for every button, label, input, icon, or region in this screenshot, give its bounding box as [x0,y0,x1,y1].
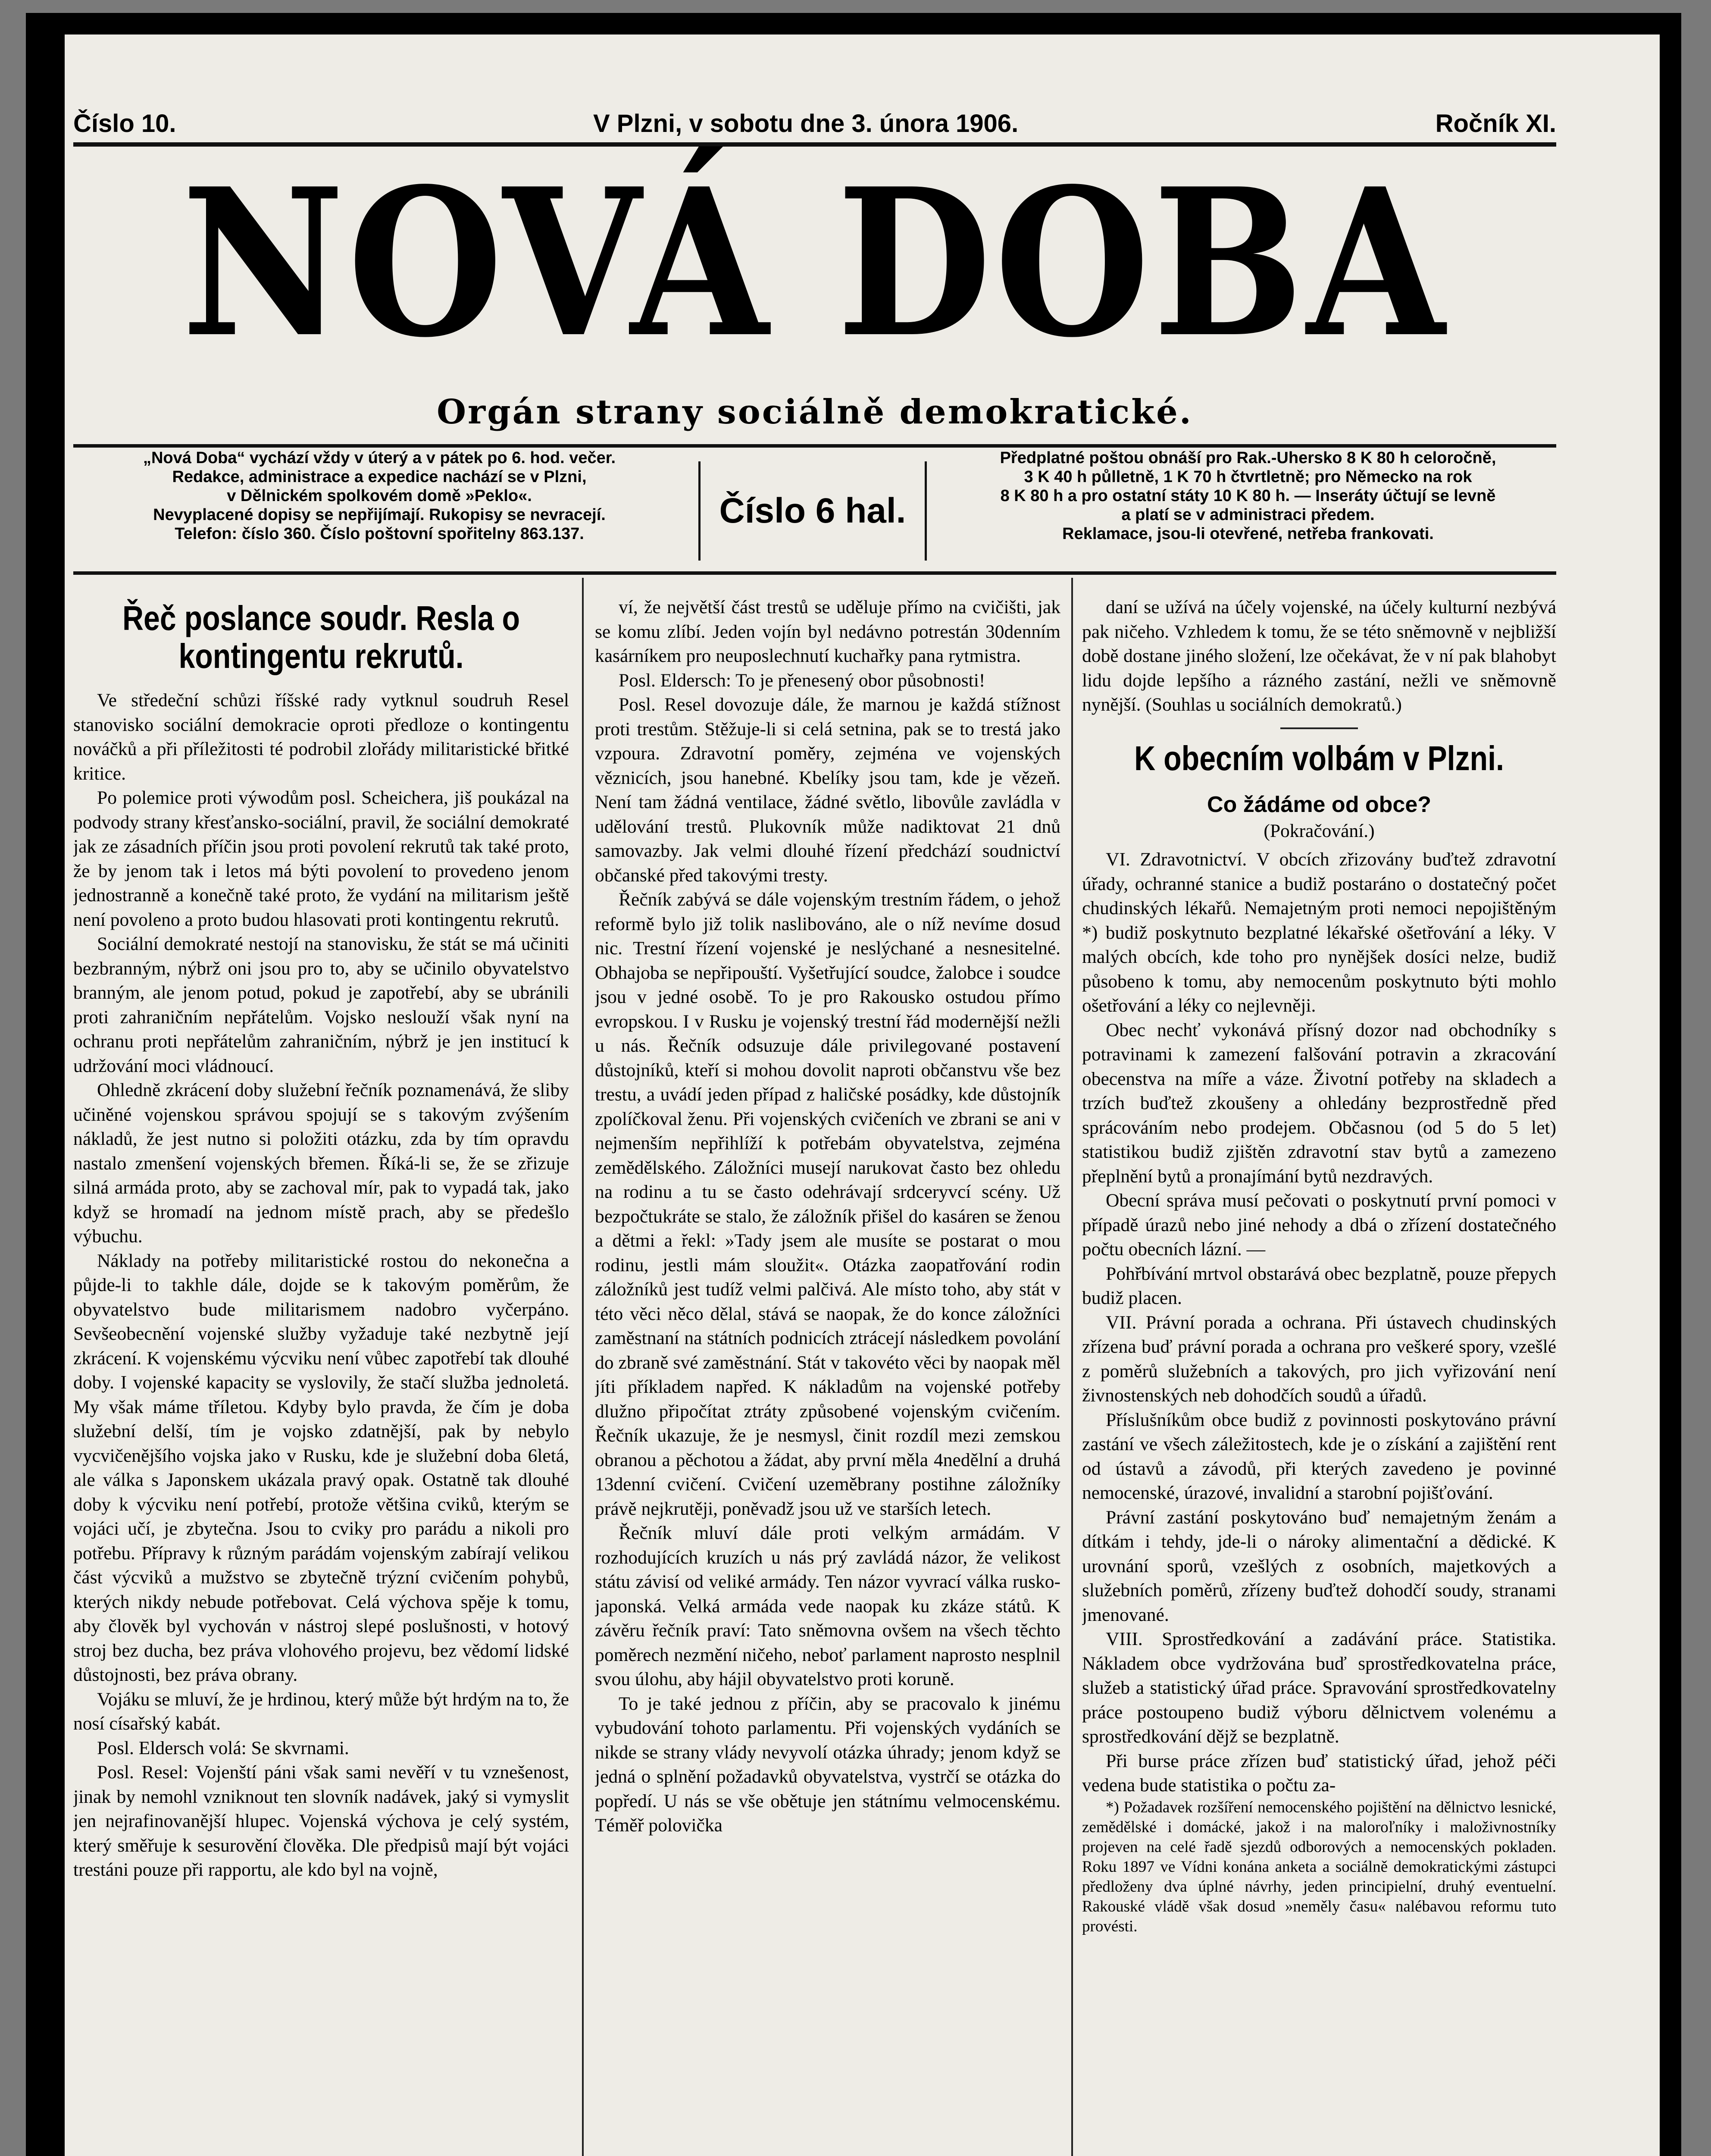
article-subheadline: Co žádáme od obce? [1207,792,1432,817]
article-headline: K obecním volbám v Plzni. [1134,739,1504,777]
info-line: 3 K 40 h půlletně, 1 K 70 h čtvrtletně; pro Německo na rok [1024,468,1472,486]
subscription-info [940,448,1556,565]
article-paragraph: Ohledně zkrácení doby služební řečník poznamenává, že sliby učiněné vojenskou správou spojují se s takovým zvýšením nákladů, že jest nutno si položiti otázku, zda by tím opravdu nastalo zmenšení vojenských břemen. Říká-li se, že se zřizuje silná armáda proto, aby se zachoval mír, pak to vypadá tak, jako když se hromadí na jednom místě prach, aby se předešlo výbuchu. [73,1080,569,1247]
article-paragraph: Ve středeční schůzi říšské rady vytknul soudruh Resel stanovisko sociální demokracie oproti předloze o kontingentu nováčků a při příležitosti té podrobil zlořády militaristické břitké kritice. [73,690,569,784]
article-paragraph: To je také jednou z příčin, aby se pracovalo k jinému vybudování tohoto parlamentu. Při vojenských vydáních se nikde se strany vlády nevyvolí otázka úhrady; jenom když se jedná o splnění požadavků obyvatelstva, vystrčí se otázka do popředí. U nás se vše obětuje jen státnímu velmocenskému. Téměř polovička [595,1693,1060,1836]
column-divider [1071,578,1073,2156]
column-1 [73,595,569,2156]
article-paragraph: Příslušníkům obce budiž z povinnosti poskytováno právní zastání ve všech záležitostech, kde je o získání a zajištění rent od ústavů a závodů, při kterých zavedeno je povinné nemocenské, úrazové, invalidní a starobní pojišťování. [1082,1409,1556,1503]
column-divider [582,578,584,2156]
publication-info [73,448,685,565]
article-paragraph: VI. Zdravotnictví. V obcích zřizovány buďtež zdravotní úřady, ochranné stanice a budiž postaráno o dostatečný počet chudinských lékařů. Nemajetným proti nemoci nepojištěným *) budiž poskytnuto bezplatné lékařské ošetřování a léky. V malých obcích, kde toho pro nynějšek dosíci nelze, budiž působeno k tomu, aby nemocenům poskytnuto býti mohlo ošetřování a léky co nejlevněji. [1082,849,1556,1016]
info-line: „Nová Doba“ vychází vždy v úterý a v pátek po 6. hod. večer. [143,449,616,467]
info-line: Telefon: číslo 360. Číslo poštovní spořitelny 863.137. [175,525,584,543]
article-paragraph: Posl. Eldersch volá: Se skvrnami. [97,1737,349,1758]
article-paragraph: Při burse práce zřízen buď statistický úřad, jehož péči vedena bude statistika o počtu za- [1082,1750,1556,1796]
article-paragraph: Pohřbívání mrtvol obstarává obec bezplatně, pouze přepych budiž placen. [1082,1263,1556,1308]
article-paragraph: Obec nechť vykonává přísný dozor nad obchodníky s potravinami k zamezení falšování potravin a zkracování obecenstva na míře a váze. Životní potřeby na skladech a trzích buďtež zkoušeny a ohledány bezprostředně před sprácováním nebo prodejem. Občasnou (od 5 do 5 let) statistikou budiž zjištěn zdravotní stav bytů a zamezeno přeplnění bytů a pronajímání bytů nezdravých. [1082,1019,1556,1187]
article-paragraph: Náklady na potřeby militaristické rostou do nekonečna a půjde-li to takhle dále, dojde se k takovým poměrům, že obyvatelstvo bude militarismem nadobro vyčerpáno. Sevšeobecnění vojenské služby vyžaduje také nezbytně její zkrácení. K vojenskému výcviku není vůbec zapotřebí tak dlouhé doby. I vojenské kapacity se vyslovily, že stačí služba jednoletá. My však máme tříletou. Kdyby bylo pravda, že čím je doba služební delší, tím je vojsko zdatnější, pak by nebylo vycvičenějšího vojska jako v Rusku, kde je služební doba 6letá, ale válka s Japonskem ukázala pravý opak. Ostatně tak dlouhé doby k výcviku není potřebí, protože většina cviků, kterým se vojáci učí, je zbytečna. Jsou to cviky pro parádu a nikoli pro potřebu. Přípravy k různým parádám vojenským zabírají velikou část výcviků a mužstvo se zbytečně trýzní cvičením pohybů, kterých nikdy nebude potřebovat. Celá výchova spěje k tomu, aby člověk byl vychován v nástroj slepé poslušnosti, v hotový stroj bez ducha, bez práva vlohového projevu, bez vědomí lidské důstojnosti, bez práva obrany. [73,1250,569,1685]
masthead-top-line [73,108,1556,147]
issue-price: Číslo 6 hal. [698,461,927,561]
dateline: V Plzni, v sobotu dne 3. února 1906. [593,110,1019,138]
info-line: Redakce, administrace a expedice nachází se v Plzni, [172,468,587,486]
info-line: a platí se v administraci předem. [1121,506,1375,524]
article-paragraph: Posl. Resel: Vojenští páni však sami nevěří v tu vznešenost, jinak by nemohl vzniknout ten slovník nadávek, jaký si vymyslit jen nejrafinovanější hlupec. Vojenská výchova je celý systém, který směřuje k sesurovění člověka. Dle předpisů mají být vojáci trestáni pouze při rapportu, ale kdo byl na vojně, [73,1762,569,1880]
info-line: Předplatné poštou obnáší pro Rak.-Uhersko 8 K 80 h celoročně, [1000,449,1496,467]
article-separator [1280,727,1358,729]
info-line: 8 K 80 h a pro ostatní státy 10 K 80 h. — Inseráty účtují se levně [1000,487,1496,505]
article-paragraph: Posl. Resel dovozuje dále, že marnou je každá stížnost proti trestům. Stěžuje-li si celá setnina, pak se to trestá jako vzpoura. Zdravotní poměry, zejména ve vojenských věznicích, jsou hanebné. Kbelíky jsou tam, kde je vězeň. Není tam žádná ventilace, žádné světlo, libovůle zavládla v udělování trestů. Plukovník může nadiktovat 21 dnů samovazby. Jak velmi dlouhé řízení předchází soudnictví občanské před takovými tresty. [595,694,1060,886]
article-paragraph: Řečník zabývá se dále vojenským trestním řádem, o jehož reformě bylo již tolik naslibováno, ale o níž nevíme dosud nic. Trestní řízení vojenské je neslýchané a nesnesitelné. Obhajoba se nepřipouští. Vyšetřující soudce, žalobce i soudce jsou v jedné osobě. To je pro Rakousko ostudou přímo evropskou. I v Rusku je vojenský trestní řád modernější nežli u nás. Řečník odsuzuje dále privilegované postavení důstojníků, kteří si mohou dovolit naproti občanstvu vše bez trestu, a uvádí jeden případ z haličské posádky, kde důstojník zpolíčkoval ženu. Při vojenských cvičeních ve zbrani se ani v nejmenším nepřihlíží k potřebám obyvatelstva, zejména zemědělského. Záložníci musejí narukovat často bez ohledu na rodinu a tu se často odehrávají srdceryvcí scény. Už bezpočtukráte se stalo, že záložník přišel do kasáren se ženou a dětmi a řekl: »Tady jsem ale musíte se postarat o mou rodinu, jestli mám sloužit«. Otázka zaopatřování rodin záložníků jest tudíž velmi palčivá. Ale místo toho, aby stát v této věci něco dělal, stává se naopak, že do konce záložníci zaměstnaní na státních podnicích ztrácejí následkem povolání do zbraně své zaměstnání. Stát v takovéto věci by naopak měl jíti příkladem napřed. K nákladům na vojenské potřeby dlužno připočítat ztráty způsobené vojenským cvičením. Řečník ukazuje, že je nesmysl, činit rozdíl mezi zemskou obranou a pěchotou a žádat, aby první měla 4nedělní a druhá 13denní cvičení. Cvičení uzeměbrany postihne záložníky právě nejkrutěji, poněvadž jsou už ve starších letech. [595,889,1060,1519]
newspaper-subtitle: Orgán strany sociálně demokratické. [437,392,1193,432]
info-line: Nevyplacené dopisy se nepřijímají. Rukopisy se nevracejí. [153,506,606,524]
header-rule-bottom [73,571,1556,575]
header-rule-top [73,444,1556,448]
info-line: v Dělnickém spolkovém domě »Peklo«. [227,487,532,505]
volume-number: Ročník XI. [1435,110,1556,138]
article-paragraph: VIII. Sprostředkování a zadávání práce. Statistika. Nákladem obce vydržována buď sprostředkovatelna práce, služeb a statistický úřad práce. Spravování sprostředkovatelny práce postoupeno budiž výboru dělnictvem volenému a sprostředkování dějž se bezplatně. [1082,1629,1556,1747]
issue-number: Číslo 10. [73,110,176,138]
footnote: *) Požadavek rozšíření nemocenského pojištění na dělnictvo lesnické, zemědělské i domácké, jakož i na maloroľníky i maloživnostníky projeven na celé řadě sjezdů odborových a nemocenských pokladen. Roku 1897 ve Vídni konána anketa a sociálně demokratickými zástupci předloženy dva úplné návrhy, jeden principielní, druhý eventuelní. Rakouské vládě však dosud »neměly času« nalébavou reformu tuto provésti. [1082,1798,1556,1935]
info-line: Reklamace, jsou-li otevřené, netřeba frankovati. [1062,525,1434,543]
article-paragraph: Řečník mluví dále proti velkým armádám. V rozhodujících kruzích u nás prý zavládá názor, že velikost státu závisí od veliké armády. Ten názor vyvrací válka rusko-japonská. Velká armáda vede naopak ku zkáze států. K závěru řečník praví: Tato sněmovna ovšem na všech těchto poměrech nezmění ničeho, neboť parlament naprosto nesplnil svou úlohu, aby hájil obyvatelstvo proti koruně. [595,1523,1060,1689]
article-paragraph: Po polemice proti výwodům posl. Scheichera, jiš poukázal na podvody strany křesťansko-sociální, pravil, že sociální demokraté jak ze zásadních příčin jsou proti povolení rekrutů tak také proto, že by jenom tak i letos má býti povolení to provedeno jenom jednostranně a konečně také proto, že vydání na militarism ještě není povoleno a proto budou hlasovati proti kontingentu rekrutů. [73,787,569,930]
column-2 [595,595,1060,2156]
article-paragraph: Obecní správa musí pečovati o poskytnutí první pomoci v případě úrazů nebo jiné nehody a dbá o zřízení dostatečného počtu obecních lázní. — [1082,1190,1556,1260]
article-paragraph: Vojáku se mluví, že je hrdinou, který může být hrdým na to, že nosí císařský kabát. [73,1689,569,1734]
article-paragraph: Právní zastání poskytováno buď nemajetným ženám a dítkám i tehdy, jde-li o nároky alimentační a dědické. K urovnání sporů, vzešlých z osobních, majetkových a služebních poměrů, zřízeny buďtež dohodčí soudy, stranami jmenované. [1082,1507,1556,1625]
column-3 [1082,595,1556,2156]
newspaper-title: NOVÁ DOBA [181,144,1448,382]
article-paragraph: daní se užívá na účely vojenské, na účely kulturní nezbývá pak ničeho. Vzhledem k tomu, že se této sněmovně v nejbližší době dostane jiného složení, lze očekávat, že v ní pak blahobyt lidu dojde lepšího a rázného zastání, nežli ve sněmovně nynější. (Souhlas u sociálních demokratů.) [1082,597,1556,715]
article-paragraph: Sociální demokraté nestojí na stanovisku, že stát se má učiniti bezbranným, nýbrž oni jsou pro to, aby se učinilo obyvatelstvo branným, ale jenom potud, pokud je zapotřebí, aby se ubránili proti zahraničním nepřátelům. Vojsko neslouží však nyní na ochranu proti nepřátelům zahraničním, nýbrž je jen institucí k udržování moci vládnoucí. [73,934,569,1076]
continued-note: (Pokračování.) [1264,820,1375,841]
article-paragraph: VII. Právní porada a ochrana. Při ústavech chudinských zřízena buď právní porada a ochrana pro veškeré spory, vzešlé z poměrů služebních a takových, pro jich vyřizování není živnostenských neb dohodčích soudů a úřadů. [1082,1312,1556,1406]
article-paragraph: Posl. Eldersch: To je přenesený obor působnosti! [619,670,985,691]
article-headline: Řeč poslance soudr. Resla o kontingentu rekrutů. [122,599,520,675]
article-paragraph: ví, že největší část trestů se uděluje přímo na cvičišti, jak se komu zlíbí. Jeden vojín byl nedávno potrestán 30denním kasárníkem pro neuposlechnutí kuchařky pana rytmistra. [595,597,1060,666]
